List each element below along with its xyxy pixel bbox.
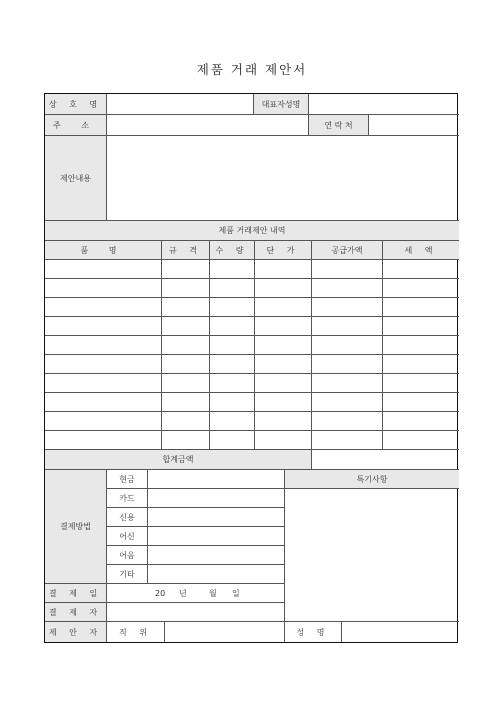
item-unit-price-cell[interactable]: [255, 260, 312, 279]
contact-field[interactable]: [369, 115, 459, 136]
item-quantity-cell[interactable]: [210, 336, 255, 355]
item-quantity-cell[interactable]: [210, 431, 255, 450]
proposer-label: 제 안 자: [45, 622, 107, 642]
payment-method-option-label: 어음: [107, 546, 148, 565]
column-header-quantity: 수 량: [210, 241, 255, 260]
company-name-field[interactable]: [107, 94, 254, 115]
item-spec-cell[interactable]: [162, 317, 210, 336]
payment-method-option-field[interactable]: [148, 546, 285, 565]
item-supply-amount-cell[interactable]: [312, 355, 383, 374]
item-quantity-cell[interactable]: [210, 374, 255, 393]
column-header-spec: 규 격: [162, 241, 210, 260]
position-label: 직 위: [107, 622, 165, 642]
payment-method-label: 결제방법: [45, 470, 107, 584]
item-spec-cell[interactable]: [162, 355, 210, 374]
item-supply-amount-cell[interactable]: [312, 431, 383, 450]
payment-method-option-label: 현금: [107, 470, 148, 489]
item-item-name-cell[interactable]: [45, 298, 162, 317]
document-title: 제품 거래 제안서: [196, 62, 308, 77]
item-quantity-cell[interactable]: [210, 279, 255, 298]
item-spec-cell[interactable]: [162, 260, 210, 279]
contact-label: 연 락 처: [309, 115, 369, 136]
payment-date-day-unit: 일: [232, 588, 240, 598]
item-tax-cell[interactable]: [383, 260, 459, 279]
item-spec-cell[interactable]: [162, 298, 210, 317]
item-quantity-cell[interactable]: [210, 393, 255, 412]
payment-method-option-field[interactable]: [148, 527, 285, 546]
item-unit-price-cell[interactable]: [255, 412, 312, 431]
item-tax-cell[interactable]: [383, 298, 459, 317]
item-spec-cell[interactable]: [162, 431, 210, 450]
special-notes-label: 특기사항: [285, 470, 459, 489]
item-supply-amount-cell[interactable]: [312, 298, 383, 317]
special-notes-field[interactable]: [285, 489, 459, 622]
item-supply-amount-cell[interactable]: [312, 412, 383, 431]
representative-name-field[interactable]: [309, 94, 459, 115]
payment-method-option-label: 카드: [107, 489, 148, 508]
item-item-name-cell[interactable]: [45, 317, 162, 336]
item-quantity-cell[interactable]: [210, 355, 255, 374]
total-amount-field[interactable]: [312, 450, 459, 470]
payment-date-month-unit: 월: [209, 588, 217, 598]
item-spec-cell[interactable]: [162, 412, 210, 431]
section-title: 제품 거래제안 내역: [45, 221, 459, 241]
proposal-form: [44, 93, 458, 643]
item-spec-cell[interactable]: [162, 393, 210, 412]
item-item-name-cell[interactable]: [45, 279, 162, 298]
column-header-item: 품 명: [45, 241, 162, 260]
item-spec-cell[interactable]: [162, 336, 210, 355]
payment-method-option-field[interactable]: [148, 470, 285, 489]
item-tax-cell[interactable]: [383, 279, 459, 298]
item-supply-amount-cell[interactable]: [312, 374, 383, 393]
payment-date-year: 20: [155, 588, 166, 598]
payment-method-option-label: 기타: [107, 565, 148, 584]
item-unit-price-cell[interactable]: [255, 355, 312, 374]
name-label: 성 명: [285, 622, 342, 642]
item-tax-cell[interactable]: [383, 336, 459, 355]
item-unit-price-cell[interactable]: [255, 336, 312, 355]
item-tax-cell[interactable]: [383, 431, 459, 450]
position-field[interactable]: [165, 622, 285, 642]
payer-field[interactable]: [107, 603, 285, 622]
item-tax-cell[interactable]: [383, 317, 459, 336]
address-field[interactable]: [107, 115, 309, 136]
payment-method-option-label: 어신: [107, 527, 148, 546]
item-item-name-cell[interactable]: [45, 393, 162, 412]
item-supply-amount-cell[interactable]: [312, 317, 383, 336]
item-unit-price-cell[interactable]: [255, 279, 312, 298]
item-unit-price-cell[interactable]: [255, 317, 312, 336]
payment-date-label: 결 제 일: [45, 584, 107, 603]
address-label: 주 소: [45, 115, 107, 136]
item-item-name-cell[interactable]: [45, 374, 162, 393]
item-unit-price-cell[interactable]: [255, 298, 312, 317]
item-item-name-cell[interactable]: [45, 260, 162, 279]
payer-label: 결 제 자: [45, 603, 107, 622]
item-quantity-cell[interactable]: [210, 298, 255, 317]
column-header-tax: 세 액: [383, 241, 459, 260]
item-unit-price-cell[interactable]: [255, 374, 312, 393]
column-header-unit-price: 단 가: [255, 241, 312, 260]
payment-date-field[interactable]: [107, 584, 285, 603]
item-quantity-cell[interactable]: [210, 260, 255, 279]
item-spec-cell[interactable]: [162, 279, 210, 298]
item-tax-cell[interactable]: [383, 374, 459, 393]
item-tax-cell[interactable]: [383, 412, 459, 431]
proposal-content-label: 제안내용: [45, 136, 107, 221]
payment-date-year-unit: 년: [179, 588, 187, 598]
item-tax-cell[interactable]: [383, 393, 459, 412]
item-supply-amount-cell[interactable]: [312, 260, 383, 279]
representative-name-label: 대표자성명: [254, 94, 309, 115]
item-unit-price-cell[interactable]: [255, 431, 312, 450]
total-amount-label: 합계금액: [45, 450, 312, 470]
item-supply-amount-cell[interactable]: [312, 336, 383, 355]
proposal-content-field[interactable]: [107, 136, 459, 221]
name-field[interactable]: [342, 622, 459, 642]
item-spec-cell[interactable]: [162, 374, 210, 393]
item-item-name-cell[interactable]: [45, 431, 162, 450]
item-quantity-cell[interactable]: [210, 412, 255, 431]
item-item-name-cell[interactable]: [45, 336, 162, 355]
payment-method-option-field[interactable]: [148, 508, 285, 527]
payment-method-option-label: 신용: [107, 508, 148, 527]
item-supply-amount-cell[interactable]: [312, 279, 383, 298]
item-unit-price-cell[interactable]: [255, 393, 312, 412]
company-name-label: 상 호 명: [45, 94, 107, 115]
item-item-name-cell[interactable]: [45, 355, 162, 374]
item-quantity-cell[interactable]: [210, 317, 255, 336]
column-header-supply-amount: 공급가액: [312, 241, 383, 260]
item-item-name-cell[interactable]: [45, 412, 162, 431]
payment-method-option-field[interactable]: [148, 489, 285, 508]
payment-method-option-field[interactable]: [148, 565, 285, 584]
item-supply-amount-cell[interactable]: [312, 393, 383, 412]
item-tax-cell[interactable]: [383, 355, 459, 374]
